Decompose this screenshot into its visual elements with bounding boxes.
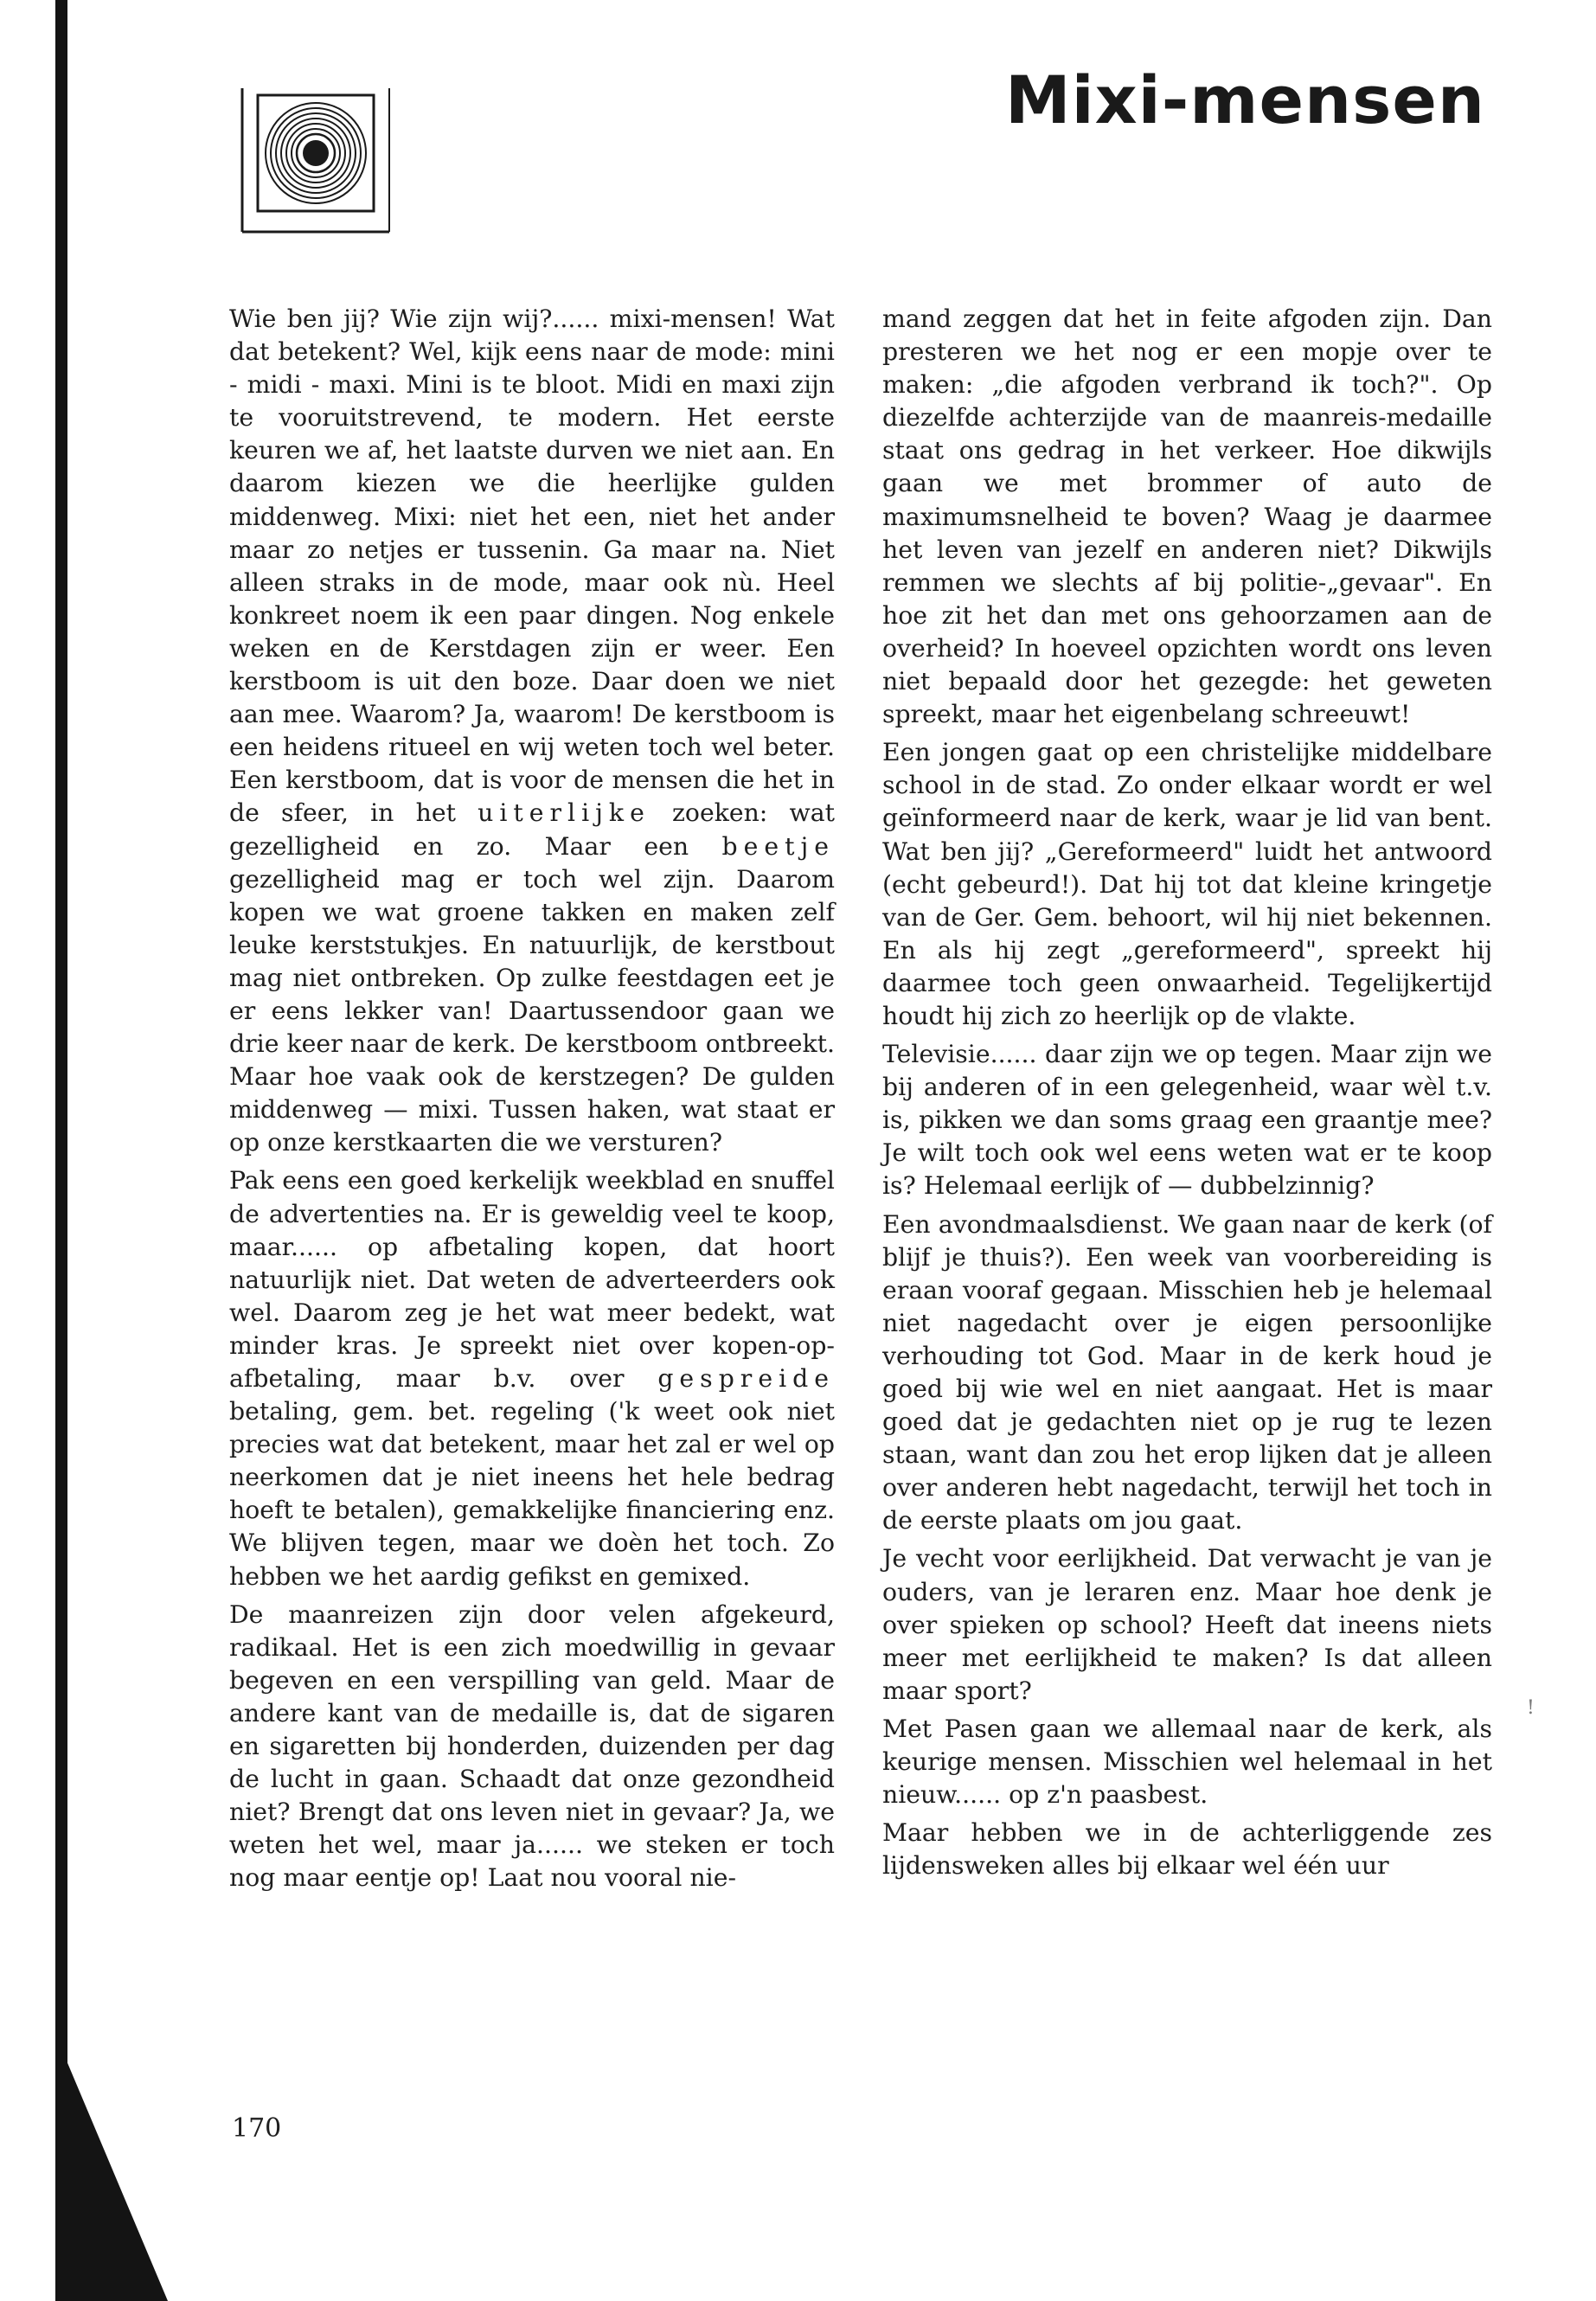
text-run: Met Pasen gaan we allemaal naar de kerk, als keurige mensen. Misschien wel helemaal in het nieuw...... op z'n paasbest. <box>882 1714 1492 1810</box>
spaced-emphasis: uiterlijke <box>478 798 651 828</box>
concentric-circles-icon <box>239 87 391 234</box>
scan-edge-wedge <box>55 2059 168 2301</box>
text-run: gezelligheid mag er toch wel zijn. Daarom kopen we wat groene takken en maken zelf leuke kerststukjes. En natuurlijk, de kerstbout mag niet ontbreken. Op zulke feestdagen eet je er eens lekker van! Daartussendoor gaan we drie keer naar de kerk. De kerstboom ontbreekt. Maar hoe vaak ook de kerstzegen? De gulden middenweg — mixi. Tussen haken, wat staat er op onze kerstkaarten die we versturen? <box>229 864 835 1157</box>
paragraph <box>882 1208 1492 1538</box>
paragraph <box>882 1038 1492 1202</box>
text-run: zoeken: wat gezelligheid en zo. Maar een <box>229 798 835 861</box>
paragraph <box>882 1713 1492 1811</box>
text-run: Maar hebben we in de achterliggende zes lijdensweken alles bij elkaar wel één uur <box>882 1818 1492 1881</box>
page-title: Mixi-mensen <box>1004 61 1485 138</box>
paragraph <box>229 303 835 1159</box>
text-run: De maanreizen zijn door velen afgekeurd, radikaal. Het is een zich moedwillig in gevaar begeven en een verspilling van geld. Maar de andere kant van de medaille is, dat de sigaren en sigaretten bij honderden, duizenden per dag de lucht in gaan. Schaadt dat onze gezondheid niet? Brengt dat ons leven niet in gevaar? Ja, we weten het wel, maar ja...... we steken er toch nog maar eentje op! Laat nou vooral nie- <box>229 1599 835 1893</box>
paragraph <box>882 1542 1492 1707</box>
paragraph <box>882 303 1492 731</box>
margin-mark: ! <box>1527 1697 1535 1719</box>
text-run: mand zeggen dat het in feite afgoden zijn. Dan presteren we het nog er een mopje over te maken: „die afgoden verbrand ik toch?". Op diezelfde achterzijde van de maanreis-medaille staat ons gedrag in het verkeer. Hoe dikwijls gaan we met brommer of auto de maximumsnelheid te boven? Waag je daarmee het leven van jezelf en anderen niet? Dikwijls remmen we slechts af bij politie-„gevaar". En hoe zit het dan met ons gehoorzamen aan de overheid? In hoeveel opzichten wordt ons leven niet bepaald door het gezegde: het geweten spreekt, maar het eigenbelang schreeuwt! <box>882 304 1492 729</box>
logo-block <box>239 87 391 234</box>
text-run: Televisie...... daar zijn we op tegen. Maar zijn we bij anderen of in een gelegenheid, waar wèl t.v. is, pikken we dan soms graag een graantje mee? Je wilt toch ook wel eens weten wat er te koop is? Helemaal eerlijk of — dubbelzinnig? <box>882 1040 1492 1201</box>
spaced-emphasis: beetje <box>721 831 835 861</box>
right-text-column <box>882 303 1492 1888</box>
spaced-emphasis: gespreide <box>657 1364 835 1393</box>
paragraph <box>882 736 1492 1033</box>
paragraph <box>229 1599 835 1895</box>
left-text-column <box>229 303 835 1900</box>
text-run: Pak eens een goed kerkelijk weekblad en snuffel de advertenties na. Er is geweldig veel te koop, maar...... op afbetaling kopen, dat hoort natuurlijk niet. Dat weten de adverteerders ook wel. Daarom zeg je het wat meer bedekt, wat minder kras. Je spreekt niet over kopen-op-afbetaling, maar b.v. over <box>229 1166 835 1393</box>
paragraph <box>882 1817 1492 1882</box>
scan-edge-bar <box>55 0 67 2163</box>
text-run: betaling, gem. bet. regeling ('k weet ook niet precies wat dat betekent, maar het zal er wel op neerkomen dat je niet ineens het hele bedrag hoeft te betalen), gemakkelijke financiering enz. We blijven tegen, maar we doèn het toch. Zo hebben we het aardig gefikst en gemixed. <box>229 1397 835 1591</box>
page-number: 170 <box>232 2113 282 2144</box>
text-run: Een jongen gaat op een christelijke middelbare school in de stad. Zo onder elkaar wordt er wel geïnformeerd naar de kerk, waar je lid van bent. Wat ben jij? „Gereformeerd" luidt het antwoord (echt gebeurd!). Dat hij tot dat kleine kringetje van de Ger. Gem. behoort, wil hij niet bekennen. En als hij zegt „gereformeerd", spreekt hij daarmee toch geen onwaarheid. Tegelijkertijd houdt hij zich zo heerlijk op de vlakte. <box>882 738 1492 1030</box>
text-run: Wie ben jij? Wie zijn wij?...... mixi-mensen! Wat dat betekent? Wel, kijk eens naar de mode: mini - midi - maxi. Mini is te bloot. Midi en maxi zijn te vooruitstrevend, te modern. Het eerste keuren we af, het laatste durven we niet aan. En daarom kiezen we die heerlijke gulden middenweg. Mixi: niet het een, niet het ander maar zo netjes er tussenin. Ga maar na. Niet alleen straks in de mode, maar ook nù. Heel konkreet noem ik een paar dingen. Nog enkele weken en de Kerstdagen zijn er weer. Een kerstboom is uit den boze. Daar doen we niet aan mee. Waarom? Ja, waarom! De kerstboom is een heidens ritueel en wij weten toch wel beter. Een kerstboom, dat is voor de mensen die het in de sfeer, in het <box>229 304 835 828</box>
text-run: Je vecht voor eerlijkheid. Dat verwacht je van je ouders, van je leraren enz. Maar hoe denk je over spieken op school? Heeft dat ineens niets meer met eerlijkheid te maken? Is dat alleen maar sport? <box>882 1544 1492 1705</box>
paragraph <box>229 1164 835 1593</box>
text-run: Een avondmaalsdienst. We gaan naar de kerk (of blijf je thuis?). Een week van voorbereiding is eraan vooraf gegaan. Misschien heb je helemaal niet nagedacht over je eigen persoonlijke verhouding tot God. Maar in de kerk houd je goed bij wie wel en niet aangaat. Het is maar goed dat je gedachten niet op je rug te lezen staan, want dan zou het erop lijken dat je alleen over anderen hebt nagedacht, terwijl het toch in de eerste plaats om jou gaat. <box>882 1209 1492 1535</box>
